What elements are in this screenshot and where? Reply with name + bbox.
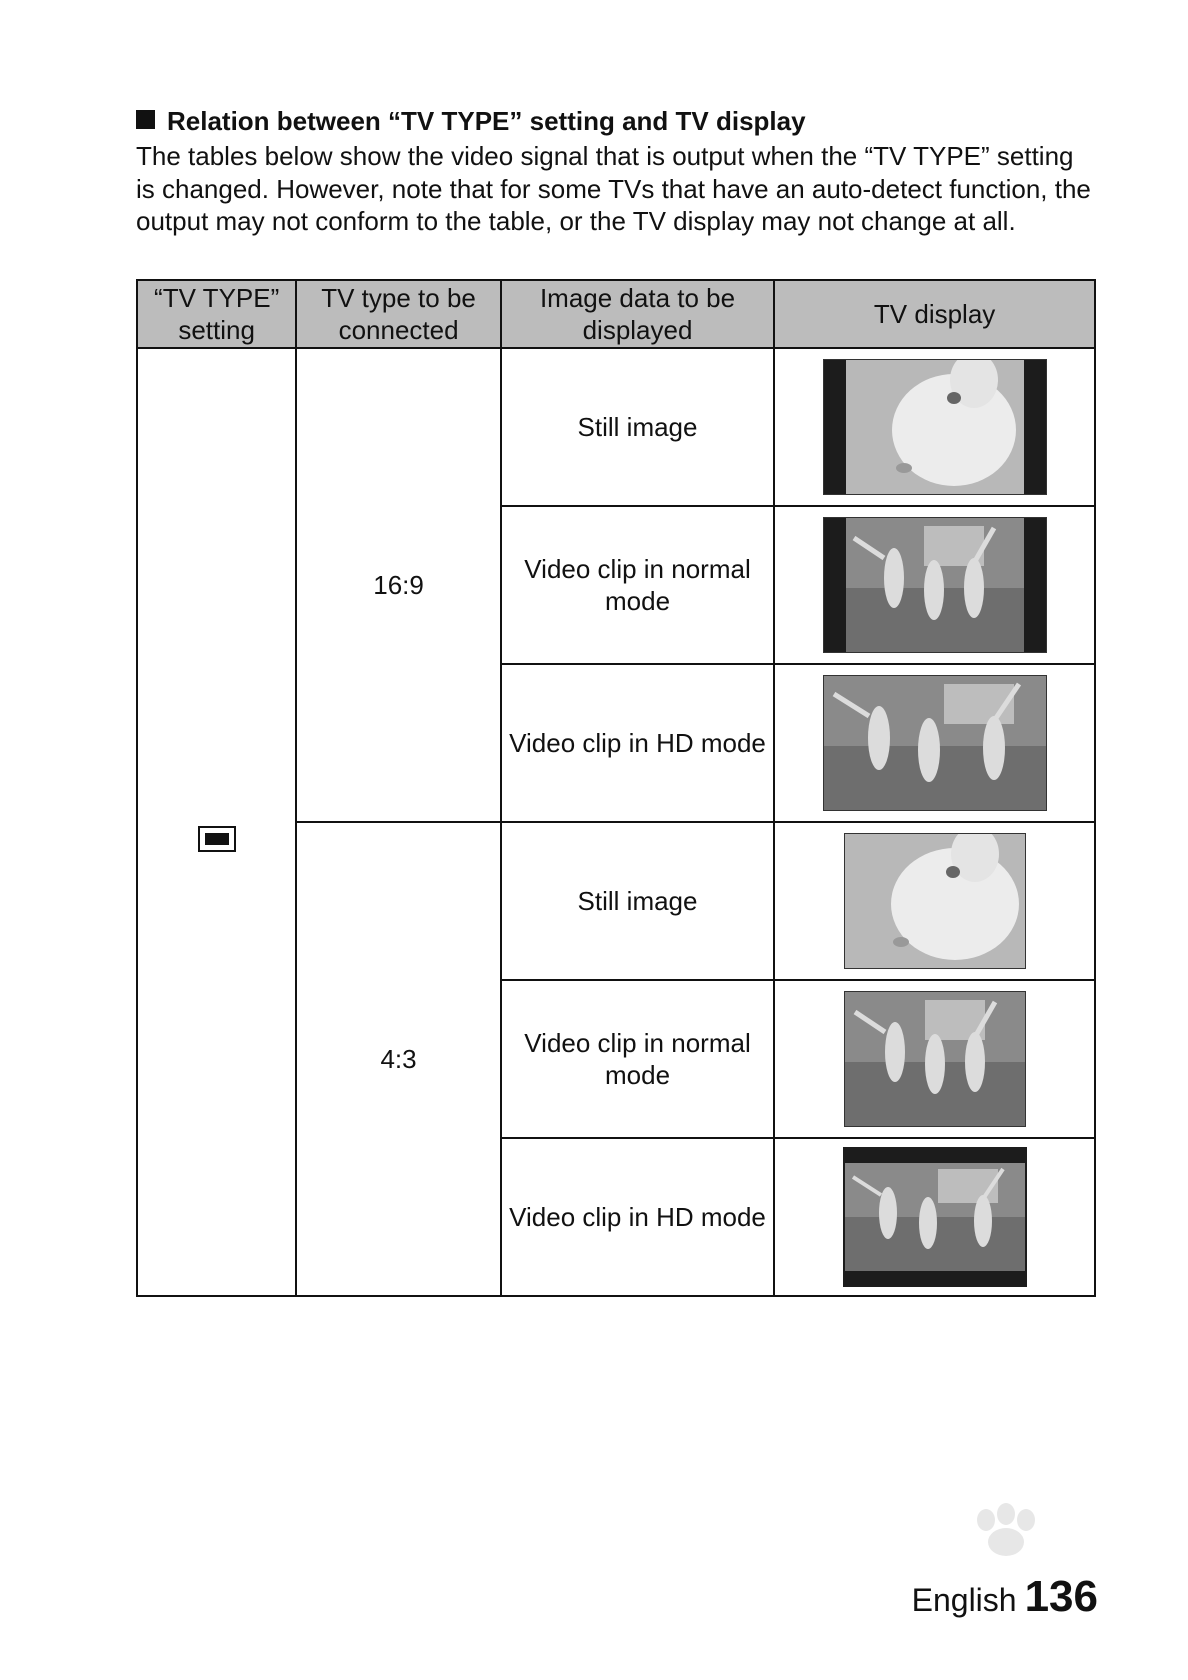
table-header-row (137, 280, 1095, 348)
image-data-cell: Still image (501, 348, 774, 506)
section-heading: Relation between “TV TYPE” setting and TV display (136, 106, 806, 136)
header-tv-display: TV display (774, 280, 1095, 348)
table-row (137, 348, 1095, 506)
pillarbox-video-image (823, 517, 1047, 653)
header-tv-type-connected: TV type to be connected (296, 280, 501, 348)
letterbox-video-image (843, 1147, 1027, 1287)
intro-paragraph: The tables below show the video signal that is output when the “TV TYPE” setting is changed. However, note that for some TVs that have an auto-detect function, the output may not conform to the table, or the TV display may not change at all. (136, 141, 1091, 236)
image-data-cell: Video clip in normal mode (501, 506, 774, 664)
header-tv-type-setting: “TV TYPE” setting (137, 280, 296, 348)
tv-type-cell: 16:9 (296, 348, 501, 822)
tv-type-cell: 4:3 (296, 822, 501, 1296)
tv-display-cell (774, 822, 1095, 980)
pillarbox-still-image (823, 359, 1047, 495)
tv-display-cell (774, 348, 1095, 506)
full-still-image (844, 833, 1026, 969)
tv-type-table (136, 279, 1096, 1297)
tv-display-cell (774, 664, 1095, 822)
image-data-cell: Video clip in normal mode (501, 980, 774, 1138)
full-video-image (823, 675, 1047, 811)
wide-tv-setting-icon (198, 826, 236, 852)
page-footer (912, 1572, 1098, 1622)
full-video-image (844, 991, 1026, 1127)
tv-display-cell (774, 506, 1095, 664)
header-image-data: Image data to be displayed (501, 280, 774, 348)
tv-display-cell (774, 1138, 1095, 1296)
setting-cell (137, 348, 296, 1296)
page-number: 136 (1024, 1572, 1098, 1621)
image-data-cell: Video clip in HD mode (501, 664, 774, 822)
square-bullet-icon (136, 110, 155, 129)
image-data-cell: Still image (501, 822, 774, 980)
footer-language: English (911, 1582, 1017, 1618)
image-data-cell: Video clip in HD mode (501, 1138, 774, 1296)
tv-display-cell (774, 980, 1095, 1138)
